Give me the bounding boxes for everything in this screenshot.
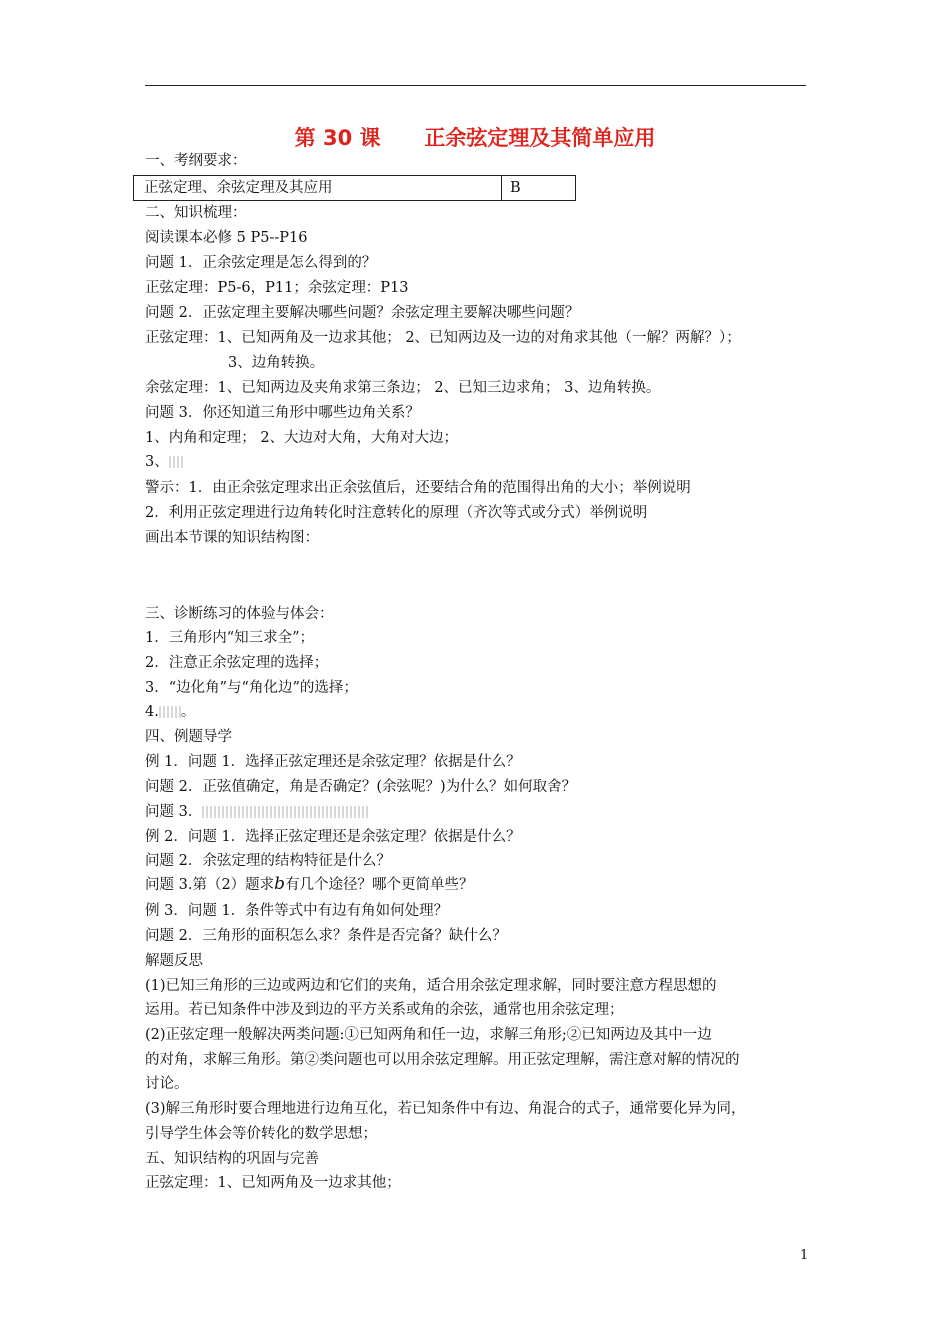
text-line-with-formula: [145, 802, 370, 822]
text-line: 1．三角形内“知三求全”；: [145, 630, 315, 646]
variable-b: b: [274, 874, 286, 894]
text-line: 四、例题导学: [145, 729, 232, 745]
text-line-with-formula: [145, 702, 195, 722]
text-line: (2)正弦定理一般解决两类问题:①已知两角和任一边，求解三角形;②已知两边及其中一边: [145, 1027, 712, 1043]
text-line: 的对角，求解三角形。第②类问题也可以用余弦定理解。用正弦定理解，需注意对解的情况的: [145, 1052, 740, 1068]
text-line: 警示：1．由正余弦定理求出正余弦值后，还要结合角的范围得出角的大小；举例说明: [145, 480, 691, 496]
text-line: 1、内角和定理； 2、大边对大角，大角对大边；: [145, 430, 459, 446]
text-line: (3)解三角形时要合理地进行边角互化，若已知条件中有边、角混合的式子，通常要化异为同，: [145, 1101, 746, 1117]
text-line: 3、边角转换。: [228, 355, 325, 371]
page-number: 1: [800, 1248, 809, 1263]
text-line: 3．“边化角”与“角化边”的选择；: [145, 680, 358, 696]
text-line: 问题 2．三角形的面积怎么求？条件是否完备？缺什么？: [145, 928, 507, 944]
text-line: 阅读课本必修 5 P5--P16: [145, 230, 308, 246]
text-line: 有几个途径？哪个更简单些？: [285, 877, 474, 893]
formula-image: [202, 806, 370, 818]
text-line: 2．注意正余弦定理的选择；: [145, 655, 329, 671]
table-cell-topic: 正弦定理、余弦定理及其应用: [134, 176, 502, 200]
text-line: 问题 2．正弦值确定，角是否确定？(余弦呢？)为什么？如何取舍？: [145, 779, 577, 795]
text-line-with-formula: [145, 452, 185, 472]
text-line: 运用。若已知条件中涉及到边的平方关系或角的余弦，通常也用余弦定理；: [145, 1002, 624, 1018]
text-line: 问题 1．正余弦定理是怎么得到的？: [145, 255, 377, 271]
header-rule: [145, 85, 806, 86]
text-line: 五、知识结构的巩固与完善: [145, 1151, 319, 1167]
text-line: 余弦定理：1、已知两边及夹角求第三条边； 2、已知三边求角； 3、边角转换。: [145, 380, 661, 396]
text-line: 二、知识梳理：: [145, 205, 247, 221]
text-line: 引导学生体会等价转化的数学思想；: [145, 1126, 377, 1142]
text-line: 三、诊断练习的体验与体会：: [145, 606, 334, 622]
formula-image: [169, 456, 185, 468]
text-line: 。: [180, 704, 196, 720]
section-heading-requirements: 一、考纲要求：: [145, 153, 247, 169]
text-line-with-variable: [145, 874, 474, 895]
text-line: 3、: [145, 454, 169, 470]
text-line: 问题 2．余弦定理的结构特征是什么？: [145, 853, 391, 869]
text-line: 例 1．问题 1．选择正弦定理还是余弦定理？依据是什么？: [145, 754, 521, 770]
text-line: 例 3．问题 1．条件等式中有边有角如何处理？: [145, 903, 449, 919]
text-line: 例 2．问题 1．选择正弦定理还是余弦定理？依据是什么？: [145, 829, 521, 845]
text-line: 2．利用正弦定理进行边角转化时注意转化的原理（齐次等式或分式）举例说明: [145, 505, 648, 521]
text-line: 问题 3．: [145, 804, 203, 820]
text-line: (1)已知三角形的三边或两边和它们的夹角，适合用余弦定理求解，同时要注意方程思想的: [145, 978, 717, 994]
text-line: 问题 3．你还知道三角形中哪些边角关系？: [145, 405, 420, 421]
page-title: 第 30 课 正余弦定理及其简单应用: [294, 126, 656, 150]
formula-image: [159, 706, 181, 718]
text-line: 解题反思: [145, 953, 203, 969]
table-cell-level: B: [510, 180, 521, 196]
requirements-table: [133, 175, 576, 201]
text-line: 正弦定理：1、已知两角及一边求其他； 2、已知两边及一边的对角求其他（一解？两解？）；: [145, 330, 741, 346]
text-line: 画出本节课的知识结构图：: [145, 530, 319, 546]
text-line: 正弦定理：P5-6，P11；余弦定理：P13: [145, 280, 409, 296]
text-line: 4.: [145, 704, 159, 720]
text-line: 讨论。: [145, 1076, 189, 1092]
text-line: 问题 3.第（2）题求: [145, 877, 275, 893]
text-line: 正弦定理：1、已知两角及一边求其他；: [145, 1175, 401, 1191]
text-line: 问题 2．正弦定理主要解决哪些问题？余弦定理主要解决哪些问题？: [145, 305, 580, 321]
